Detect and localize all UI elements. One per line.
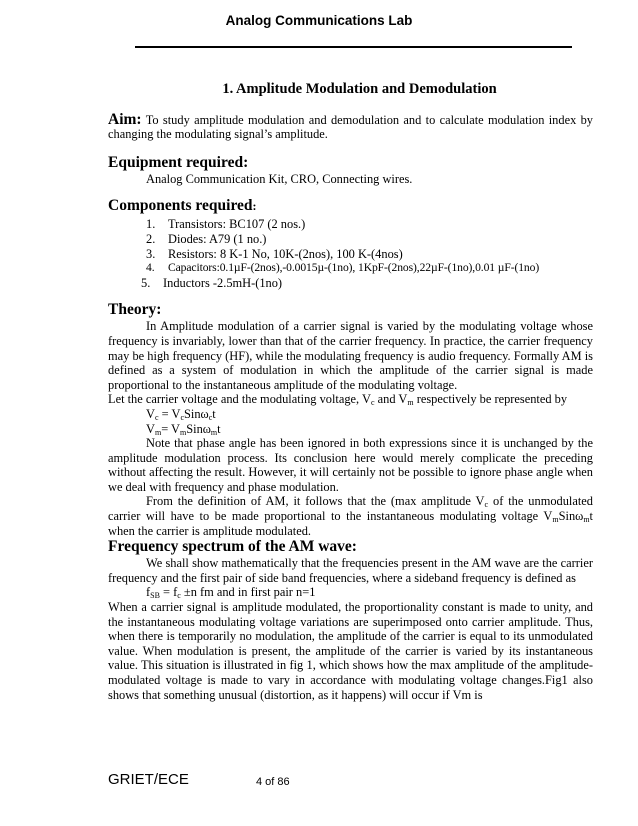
text-run: respectively be represented by [413,392,568,407]
text-run: Let the carrier voltage and the modulating voltage, V [108,392,371,407]
footer-dept: GRIET/ECE [108,771,189,788]
list-item [108,217,593,232]
text-run: f [146,585,151,600]
text-run: = V [161,421,180,436]
list-item-number: 5. [141,275,151,290]
subscript: m [552,515,559,525]
equipment-heading: Equipment required: [108,153,249,171]
subscript: m [583,515,590,525]
subscript: c [180,412,184,422]
list-item-number: 3. [146,246,156,261]
footer-page-number: 4 of 86 [256,776,290,788]
text-run: Sinω [184,406,209,421]
components-list [108,217,593,290]
theory-paragraph-2 [108,392,593,407]
list-item [108,232,593,247]
text-run: V [146,421,155,436]
text-run: = f [159,585,178,600]
text-run: and V [374,392,408,407]
text-run: V [146,406,155,421]
equipment-section [108,154,593,187]
theory-paragraph-1: In Amplitude modulation of a carrier signal is varied by the modulating voltage whose frequency is invariably, lower than that of the carrier frequency. In practice, the carrier frequency may be high frequency (HF), while the modulating frequency is audio frequency. Formally AM is defined as a system of modulation in which the amplitude of the carrier signal is made proportional to the instantaneous amplitude of the modulating voltage. [108,319,593,392]
list-item-number: 1. [146,217,156,232]
theory-paragraph-3: Note that phase angle has been ignored in both expressions since it is unchanged by the amplitude modulation process. Its conclusion here would merely complicate the preceding without affecting the result. However, it will certainly not be possible to ignore phase angle when we deal with frequency and phase modulation. [108,436,593,494]
text-run: of the unmodulated carrier will have to be made proportional to the instantaneous modulating voltage V [108,494,593,524]
subscript: m [180,427,187,437]
page-content [108,82,593,702]
text-run: ±n fm and in first pair n=1 [180,585,316,600]
list-item [108,276,593,291]
text-run: t [217,421,221,436]
text-run: From the definition of AM, it follows that the (max amplitude V [146,494,485,509]
list-item-number: 4. [146,261,155,275]
components-heading-text: Components required [108,197,253,215]
modulating-formula [108,422,593,437]
sideband-formula [108,585,593,600]
subscript: c [154,412,159,422]
components-section [108,197,593,290]
subscript: m [154,427,162,437]
subscript: SB [150,591,160,601]
list-item-text: Transistors: BC107 (2 nos.) [168,217,306,232]
aim-label: Aim: [108,110,142,128]
text-run: Sinω [558,509,584,524]
spectrum-paragraph-2: When a carrier signal is amplitude modulated, the proportionality constant is made to unity, and the instantaneous modulating voltage variations are superimposed onto carrier amplitude. Thus, when there is temporarily no modulation, the amplitude of the carrier is equal to its unmodulated value. When modulation is present, the amplitude of the carrier is varied by its instantaneous value. This situation is illustrated in fig 1, which shows how the max amplitude of the amplitude- modulated voltage is made to vary in accordance with modulating voltage changes.Fig1 also shows that something unusual (distortion, as it happens) will occur if Vm is [108,600,593,702]
equipment-text: Analog Communication Kit, CRO, Connecting wires. [146,171,413,186]
header-rule [135,46,572,48]
theory-section [108,301,593,538]
list-item [108,247,593,262]
subscript: c [370,398,375,408]
components-heading [108,197,593,215]
subscript: c [208,412,213,422]
subscript: m [210,427,218,437]
text-run: Sinω [186,421,211,436]
components-heading-colon: : [252,199,257,214]
carrier-formula [108,407,593,422]
theory-paragraph-4 [108,494,593,538]
document-title: 1. Amplitude Modulation and Demodulation [222,81,497,97]
subscript: c [177,591,181,601]
theory-heading: Theory: [108,301,162,319]
aim-paragraph [108,110,593,142]
subscript: m [407,398,414,408]
subscript: c [484,500,489,510]
page-header-title: Analog Communications Lab [225,13,413,28]
text-run: = V [158,406,181,421]
text-run: t when the carrier is amplitude modulated. [108,509,593,538]
aim-text: To study amplitude modulation and demodulation and to calculate modulation index by changing the modulating signal’s amplitude. [108,112,593,142]
list-item-text: Resistors: 8 K-1 No, 10K-(2nos), 100 K-(4nos) [168,246,403,261]
list-item-number: 2. [146,231,156,246]
list-item-text: Inductors -2.5mH-(1no) [163,275,283,290]
list-item-text: Diodes: A79 (1 no.) [168,231,267,246]
spectrum-section [108,538,593,702]
list-item [108,261,593,276]
spectrum-heading: Frequency spectrum of the AM wave: [108,538,357,556]
text-run: t [212,406,216,421]
spectrum-paragraph-1: We shall show mathematically that the frequencies present in the AM wave are the carrier frequency and the first pair of side band frequencies, where a sideband frequency is defined as [108,556,593,585]
list-item-text: Capacitors:0.1µF-(2nos),-0.0015µ-(1no), 1KpF-(2nos),22µF-(1no),0.01 µF-(1no) [168,261,540,275]
